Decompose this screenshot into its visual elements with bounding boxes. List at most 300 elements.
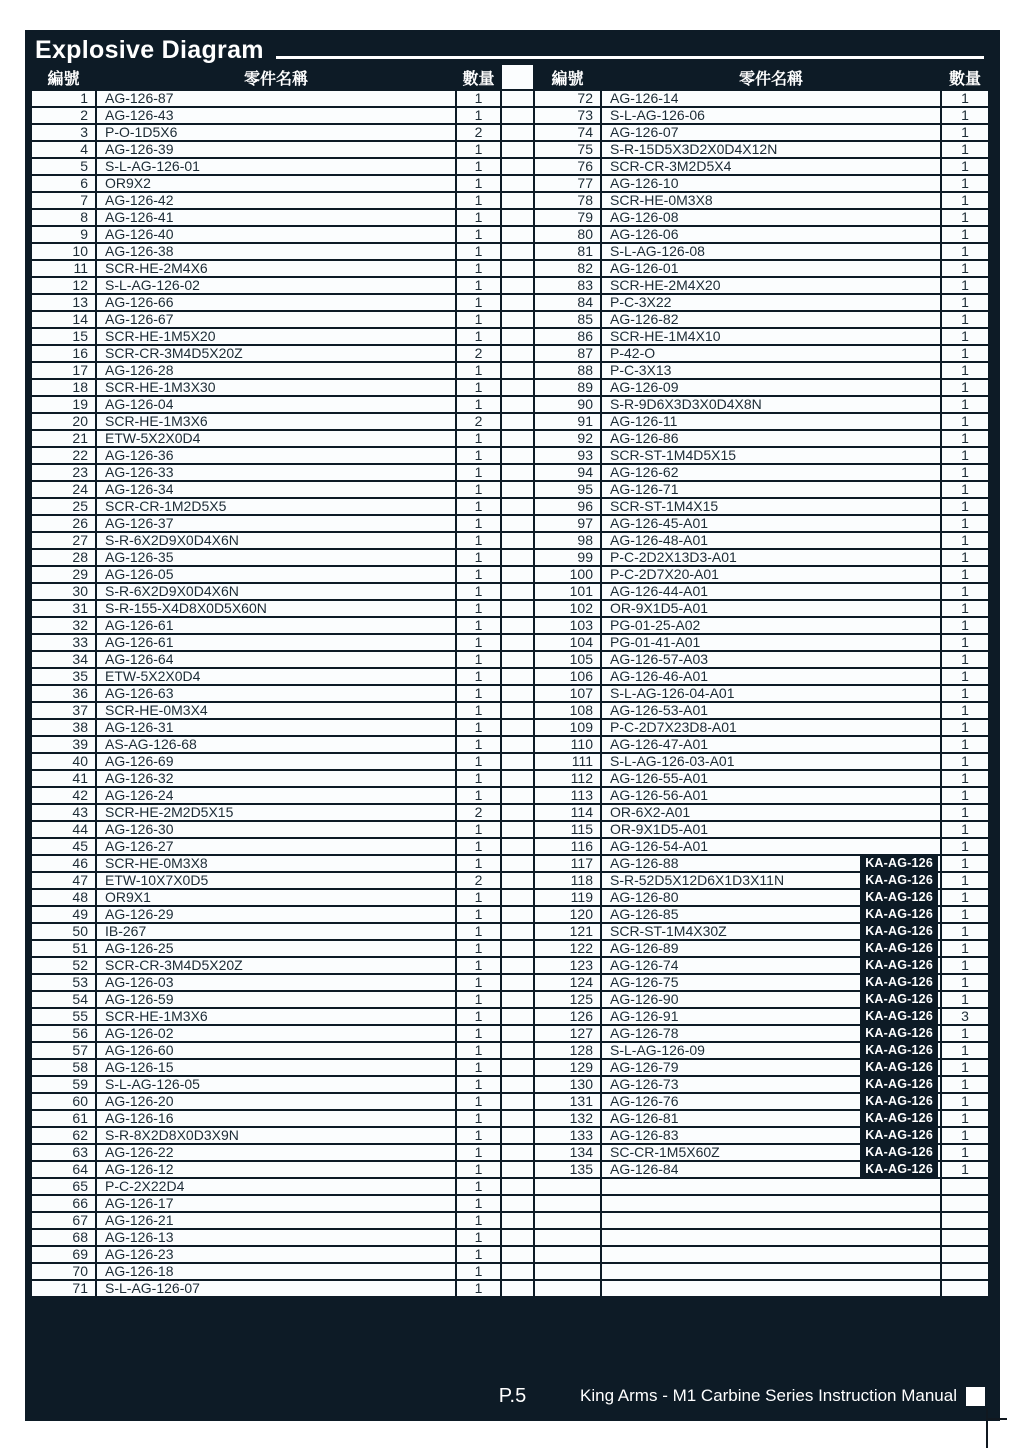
part-name: AG-126-05 [105, 567, 174, 582]
qty-cell: 1 [941, 634, 989, 651]
part-name-cell [96, 1008, 456, 1025]
title-bar [25, 30, 1000, 63]
table-row [31, 889, 989, 906]
part-name-cell [96, 821, 456, 838]
qty-cell: 1 [456, 617, 501, 634]
part-name: AG-126-11 [610, 414, 678, 429]
table-row [31, 1110, 989, 1127]
part-name-cell [601, 872, 941, 889]
row-number-cell [534, 1263, 601, 1280]
part-name: SCR-HE-2M4X20 [610, 278, 721, 293]
table-row [31, 413, 989, 430]
gap-cell [501, 702, 534, 719]
part-name-cell [96, 634, 456, 651]
table-row [31, 430, 989, 447]
part-name: S-R-6X2D9X0D4X6N [105, 533, 239, 548]
table-row [31, 124, 989, 141]
row-number-cell: 92 [534, 430, 601, 447]
qty-cell: 1 [456, 1263, 501, 1280]
part-name-cell [96, 974, 456, 991]
part-name: AG-126-10 [610, 176, 679, 191]
table-row [31, 957, 989, 974]
qty-cell: 1 [456, 736, 501, 753]
qty-cell: 1 [941, 770, 989, 787]
row-number-cell: 83 [534, 277, 601, 294]
part-name: SCR-CR-1M2D5X5 [105, 499, 227, 514]
part-name-cell [96, 838, 456, 855]
table-row [31, 1059, 989, 1076]
gap-cell [501, 617, 534, 634]
qty-cell: 1 [456, 991, 501, 1008]
gap-cell [501, 1212, 534, 1229]
part-name: OR9X2 [105, 176, 151, 191]
part-name-cell [96, 804, 456, 821]
part-badge: KA-AG-126 [860, 890, 938, 905]
qty-cell: 1 [941, 447, 989, 464]
part-name: AG-126-23 [105, 1247, 174, 1262]
part-name-cell [601, 464, 941, 481]
part-name: AG-126-18 [105, 1264, 174, 1279]
part-name: AG-126-85 [610, 907, 679, 922]
row-number-cell: 99 [534, 549, 601, 566]
part-name-cell [601, 838, 941, 855]
row-number-cell: 34 [31, 651, 96, 668]
row-number-cell: 101 [534, 583, 601, 600]
part-name-cell [601, 1246, 941, 1263]
table-row [31, 923, 989, 940]
qty-cell: 1 [941, 600, 989, 617]
row-number-cell: 21 [31, 430, 96, 447]
part-name-cell [601, 1110, 941, 1127]
table-row [31, 481, 989, 498]
table-row [31, 974, 989, 991]
gap-cell [501, 600, 534, 617]
table-row [31, 1246, 989, 1263]
qty-cell: 1 [456, 226, 501, 243]
part-name: AG-126-34 [105, 482, 174, 497]
part-name-cell [601, 328, 941, 345]
table-row [31, 158, 989, 175]
part-name: AG-126-39 [105, 142, 174, 157]
part-name: AG-126-83 [610, 1128, 679, 1143]
part-name: AG-126-60 [105, 1043, 174, 1058]
qty-cell: 1 [941, 532, 989, 549]
part-name-cell [601, 1059, 941, 1076]
part-name-cell [96, 736, 456, 753]
row-number-cell: 123 [534, 957, 601, 974]
row-number-cell: 12 [31, 277, 96, 294]
part-name: AG-126-42 [105, 193, 174, 208]
row-number-cell: 1 [31, 90, 96, 107]
part-name-cell [96, 515, 456, 532]
qty-cell: 1 [941, 311, 989, 328]
gap-cell [501, 1161, 534, 1178]
gap-cell [501, 872, 534, 889]
qty-cell: 3 [941, 1008, 989, 1025]
row-number-cell: 125 [534, 991, 601, 1008]
qty-cell: 1 [456, 974, 501, 991]
table-row [31, 141, 989, 158]
table-row [31, 1161, 989, 1178]
table-row [31, 328, 989, 345]
gap-cell [501, 838, 534, 855]
part-badge: KA-AG-126 [860, 992, 938, 1007]
part-name: AG-126-37 [105, 516, 174, 531]
qty-cell: 1 [456, 515, 501, 532]
part-badge: KA-AG-126 [860, 1111, 938, 1126]
part-name-cell [601, 90, 941, 107]
part-name: S-R-8X2D8X0D3X9N [105, 1128, 239, 1143]
qty-cell: 1 [456, 821, 501, 838]
row-number-cell: 37 [31, 702, 96, 719]
part-name-cell [601, 668, 941, 685]
row-number-cell: 104 [534, 634, 601, 651]
part-badge: KA-AG-126 [860, 941, 938, 956]
qty-cell [941, 1212, 989, 1229]
part-name: IB-267 [105, 924, 147, 939]
row-number-cell: 43 [31, 804, 96, 821]
header-qty-left: 數量 [456, 64, 501, 90]
table-row [31, 311, 989, 328]
qty-cell: 1 [941, 719, 989, 736]
table-row [31, 1263, 989, 1280]
part-name: SCR-HE-1M5X20 [105, 329, 216, 344]
row-number-cell: 44 [31, 821, 96, 838]
qty-cell: 1 [456, 838, 501, 855]
part-name-cell [601, 260, 941, 277]
row-number-cell: 132 [534, 1110, 601, 1127]
part-name: P-C-3X22 [610, 295, 672, 310]
part-name-cell [96, 906, 456, 923]
row-number-cell: 10 [31, 243, 96, 260]
part-name-cell [601, 430, 941, 447]
gap-cell [501, 277, 534, 294]
gap-cell [501, 753, 534, 770]
row-number-cell: 84 [534, 294, 601, 311]
part-name: AG-126-35 [105, 550, 174, 565]
row-number-cell: 131 [534, 1093, 601, 1110]
table-row [31, 396, 989, 413]
row-number-cell: 58 [31, 1059, 96, 1076]
table-row [31, 498, 989, 515]
part-name: SC-CR-1M5X60Z [610, 1145, 720, 1160]
part-name: S-R-6X2D9X0D4X6N [105, 584, 239, 599]
qty-cell: 1 [941, 464, 989, 481]
gap-cell [501, 583, 534, 600]
table-header-row [31, 64, 989, 90]
row-number-cell: 100 [534, 566, 601, 583]
qty-cell: 1 [941, 549, 989, 566]
row-number-cell: 87 [534, 345, 601, 362]
gap-cell [501, 1263, 534, 1280]
qty-cell: 1 [456, 1110, 501, 1127]
part-name: SCR-HE-2M4X6 [105, 261, 208, 276]
table-row [31, 175, 989, 192]
part-name-cell [96, 124, 456, 141]
part-name: AG-126-04 [105, 397, 174, 412]
part-name-cell [96, 226, 456, 243]
part-name: AG-126-41 [105, 210, 174, 225]
part-name: SCR-CR-3M4D5X20Z [105, 346, 243, 361]
part-name: AG-126-46-A01 [610, 669, 709, 684]
row-number-cell: 102 [534, 600, 601, 617]
gap-cell [501, 209, 534, 226]
row-number-cell: 29 [31, 566, 96, 583]
row-number-cell: 73 [534, 107, 601, 124]
gap-cell [501, 1144, 534, 1161]
part-name: AG-126-22 [105, 1145, 174, 1160]
part-name: AG-126-57-A03 [610, 652, 709, 667]
qty-cell: 1 [456, 1127, 501, 1144]
part-name: SCR-HE-0M3X4 [105, 703, 208, 718]
row-number-cell: 50 [31, 923, 96, 940]
page-number: P.5 [498, 1384, 527, 1407]
row-number-cell: 80 [534, 226, 601, 243]
part-badge: KA-AG-126 [860, 873, 938, 888]
row-number-cell: 48 [31, 889, 96, 906]
qty-cell: 1 [456, 1229, 501, 1246]
part-name-cell [601, 719, 941, 736]
gap-cell [501, 1059, 534, 1076]
table-row [31, 617, 989, 634]
header-qty-right: 數量 [941, 64, 989, 90]
row-number-cell: 122 [534, 940, 601, 957]
row-number-cell: 4 [31, 141, 96, 158]
qty-cell: 1 [941, 736, 989, 753]
row-number-cell: 103 [534, 617, 601, 634]
part-name-cell [96, 447, 456, 464]
qty-cell: 1 [941, 107, 989, 124]
qty-cell: 1 [941, 90, 989, 107]
row-number-cell: 39 [31, 736, 96, 753]
table-row [31, 872, 989, 889]
table-row [31, 651, 989, 668]
row-number-cell: 59 [31, 1076, 96, 1093]
qty-cell: 1 [456, 1212, 501, 1229]
part-name: AG-126-61 [105, 635, 174, 650]
qty-cell: 1 [941, 1093, 989, 1110]
part-name-cell [96, 464, 456, 481]
table-row [31, 362, 989, 379]
qty-cell: 1 [941, 243, 989, 260]
part-name-cell [601, 549, 941, 566]
qty-cell: 1 [941, 804, 989, 821]
qty-cell: 1 [456, 532, 501, 549]
part-name: P-C-3X13 [610, 363, 672, 378]
table-row [31, 940, 989, 957]
part-name: SCR-HE-0M3X8 [105, 856, 208, 871]
row-number-cell: 69 [31, 1246, 96, 1263]
qty-cell: 1 [456, 889, 501, 906]
table-row [31, 294, 989, 311]
part-name: AG-126-09 [610, 380, 679, 395]
qty-cell: 1 [456, 158, 501, 175]
table-row [31, 277, 989, 294]
part-name-cell [601, 311, 941, 328]
part-name: AG-126-63 [105, 686, 174, 701]
part-name: AG-126-36 [105, 448, 174, 463]
part-name: AG-126-89 [610, 941, 679, 956]
table-row [31, 804, 989, 821]
table-row [31, 787, 989, 804]
part-name-cell [601, 1144, 941, 1161]
diagram-panel [25, 30, 1000, 1421]
row-number-cell: 41 [31, 770, 96, 787]
table-row [31, 447, 989, 464]
part-name-cell [96, 328, 456, 345]
part-name-cell [96, 311, 456, 328]
row-number-cell: 27 [31, 532, 96, 549]
row-number-cell: 67 [31, 1212, 96, 1229]
qty-cell: 1 [941, 583, 989, 600]
part-name-cell [601, 974, 941, 991]
qty-cell: 1 [456, 362, 501, 379]
table-row [31, 583, 989, 600]
row-number-cell [534, 1229, 601, 1246]
part-name: AG-126-29 [105, 907, 174, 922]
part-name: AG-126-27 [105, 839, 174, 854]
qty-cell: 1 [456, 906, 501, 923]
row-number-cell: 56 [31, 1025, 96, 1042]
part-badge: KA-AG-126 [860, 924, 938, 939]
table-row [31, 736, 989, 753]
part-name-cell [96, 1025, 456, 1042]
gap-cell [501, 634, 534, 651]
part-name: AG-126-21 [105, 1213, 174, 1228]
part-name: S-L-AG-126-07 [105, 1281, 200, 1296]
part-name: AG-126-33 [105, 465, 174, 480]
part-name-cell [601, 1042, 941, 1059]
table-row [31, 821, 989, 838]
part-name-cell [601, 736, 941, 753]
qty-cell: 1 [941, 923, 989, 940]
part-name-cell [601, 1008, 941, 1025]
qty-cell: 1 [941, 1161, 989, 1178]
table-row [31, 226, 989, 243]
row-number-cell: 14 [31, 311, 96, 328]
part-name: AG-126-82 [610, 312, 679, 327]
part-name: S-R-52D5X12D6X1D3X11N [610, 873, 785, 888]
gap-cell [501, 226, 534, 243]
part-name: AG-126-86 [610, 431, 679, 446]
qty-cell: 1 [941, 192, 989, 209]
qty-cell: 1 [456, 1178, 501, 1195]
part-name: AG-126-90 [610, 992, 679, 1007]
row-number-cell: 11 [31, 260, 96, 277]
qty-cell: 1 [456, 855, 501, 872]
part-name-cell [601, 889, 941, 906]
qty-cell [941, 1246, 989, 1263]
row-number-cell [534, 1246, 601, 1263]
gap-cell [501, 566, 534, 583]
part-name-cell [601, 124, 941, 141]
part-name: AG-126-38 [105, 244, 174, 259]
qty-cell: 1 [941, 855, 989, 872]
row-number-cell: 124 [534, 974, 601, 991]
row-number-cell: 13 [31, 294, 96, 311]
part-name: AG-126-45-A01 [610, 516, 709, 531]
qty-cell: 1 [941, 838, 989, 855]
part-name-cell [96, 1246, 456, 1263]
part-name: AG-126-62 [610, 465, 679, 480]
qty-cell: 1 [456, 447, 501, 464]
gap-cell [501, 90, 534, 107]
part-name-cell [96, 872, 456, 889]
part-name-cell [96, 1144, 456, 1161]
row-number-cell: 71 [31, 1280, 96, 1297]
qty-cell: 1 [941, 379, 989, 396]
qty-cell: 1 [456, 753, 501, 770]
table-row [31, 838, 989, 855]
part-name: AS-AG-126-68 [105, 737, 197, 752]
part-name: AG-126-06 [610, 227, 679, 242]
row-number-cell: 61 [31, 1110, 96, 1127]
row-number-cell: 18 [31, 379, 96, 396]
gap-cell [501, 430, 534, 447]
gap-cell [501, 1042, 534, 1059]
row-number-cell: 40 [31, 753, 96, 770]
table-row [31, 379, 989, 396]
row-number-cell: 86 [534, 328, 601, 345]
table-row [31, 107, 989, 124]
part-name: SCR-CR-3M2D5X4 [610, 159, 732, 174]
part-name-cell [601, 957, 941, 974]
qty-cell: 1 [456, 651, 501, 668]
row-number-cell: 119 [534, 889, 601, 906]
qty-cell: 1 [941, 345, 989, 362]
qty-cell: 1 [941, 413, 989, 430]
gap-cell [501, 124, 534, 141]
qty-cell: 1 [456, 1025, 501, 1042]
qty-cell: 1 [456, 566, 501, 583]
row-number-cell: 89 [534, 379, 601, 396]
qty-cell: 1 [941, 685, 989, 702]
qty-cell: 1 [456, 549, 501, 566]
part-name-cell [96, 600, 456, 617]
part-name: P-C-2X22D4 [105, 1179, 185, 1194]
part-name-cell [96, 396, 456, 413]
qty-cell: 1 [941, 328, 989, 345]
part-badge: KA-AG-126 [860, 1043, 938, 1058]
gap-cell [501, 651, 534, 668]
gap-cell [501, 396, 534, 413]
part-name: P-C-2D7X23D8-A01 [610, 720, 737, 735]
header-part-name-right: 零件名稱 [601, 64, 941, 90]
table-row [31, 1229, 989, 1246]
footer-bar [25, 1371, 1000, 1421]
part-name: P-O-1D5X6 [105, 125, 178, 140]
qty-cell: 1 [941, 566, 989, 583]
part-name-cell [601, 821, 941, 838]
gap-cell [501, 1127, 534, 1144]
qty-cell: 1 [941, 787, 989, 804]
row-number-cell: 90 [534, 396, 601, 413]
footer-square-mark [966, 1387, 985, 1406]
row-number-cell: 85 [534, 311, 601, 328]
gap-cell [501, 1195, 534, 1212]
header-part-name-left: 零件名稱 [96, 64, 456, 90]
gap-cell [501, 362, 534, 379]
part-name-cell [601, 379, 941, 396]
part-name-cell [96, 243, 456, 260]
row-number-cell: 22 [31, 447, 96, 464]
part-name-cell [601, 1076, 941, 1093]
part-name-cell [96, 753, 456, 770]
table-row [31, 532, 989, 549]
gap-cell [501, 260, 534, 277]
qty-cell: 1 [456, 940, 501, 957]
qty-cell: 1 [456, 1076, 501, 1093]
